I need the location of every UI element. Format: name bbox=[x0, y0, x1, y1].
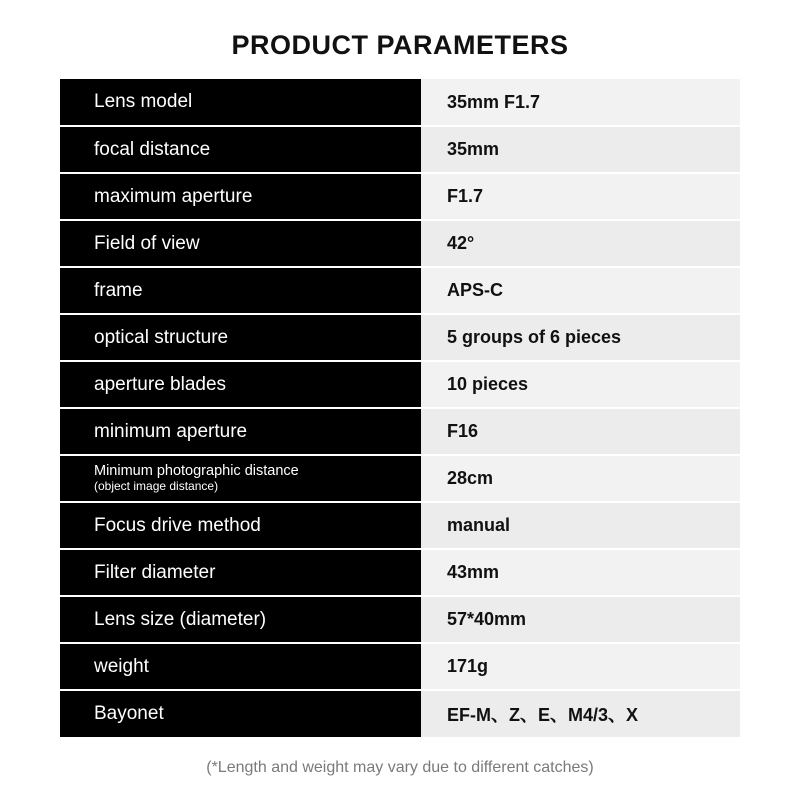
parameter-value: 43mm bbox=[421, 549, 740, 596]
parameter-label-sub: (object image distance) bbox=[94, 479, 219, 494]
parameter-label: Lens model bbox=[60, 79, 421, 126]
parameter-value: F16 bbox=[421, 408, 740, 455]
parameter-value: 42° bbox=[421, 220, 740, 267]
parameter-value: 35mm bbox=[421, 126, 740, 173]
table-row bbox=[60, 314, 740, 361]
parameter-value: F1.7 bbox=[421, 173, 740, 220]
parameter-value: 35mm F1.7 bbox=[421, 79, 740, 126]
parameter-label: frame bbox=[60, 267, 421, 314]
parameter-label bbox=[60, 455, 421, 502]
parameter-label: Field of view bbox=[60, 220, 421, 267]
table-row bbox=[60, 79, 740, 126]
parameter-value: 57*40mm bbox=[421, 596, 740, 643]
table-row bbox=[60, 690, 740, 737]
table-row bbox=[60, 126, 740, 173]
parameter-label: Focus drive method bbox=[60, 502, 421, 549]
parameter-value: 171g bbox=[421, 643, 740, 690]
parameter-label: weight bbox=[60, 643, 421, 690]
parameter-value: 10 pieces bbox=[421, 361, 740, 408]
table-row bbox=[60, 361, 740, 408]
table-row bbox=[60, 220, 740, 267]
table-row bbox=[60, 455, 740, 502]
table-row bbox=[60, 408, 740, 455]
footnote: (*Length and weight may vary due to different catches) bbox=[206, 759, 594, 776]
parameter-value: EF-M、Z、E、M4/3、X bbox=[421, 690, 740, 737]
parameter-label: aperture blades bbox=[60, 361, 421, 408]
parameter-label-main: Minimum photographic distance bbox=[94, 462, 299, 479]
table-row bbox=[60, 643, 740, 690]
page-title: PRODUCT PARAMETERS bbox=[231, 30, 569, 60]
parameter-value: 28cm bbox=[421, 455, 740, 502]
table-row bbox=[60, 502, 740, 549]
parameter-label: Lens size (diameter) bbox=[60, 596, 421, 643]
parameter-label: optical structure bbox=[60, 314, 421, 361]
parameter-label: maximum aperture bbox=[60, 173, 421, 220]
parameter-label: minimum aperture bbox=[60, 408, 421, 455]
parameters-table bbox=[60, 79, 740, 737]
table-row bbox=[60, 173, 740, 220]
table-row bbox=[60, 549, 740, 596]
parameters-table-body bbox=[60, 79, 740, 737]
parameter-value: APS-C bbox=[421, 267, 740, 314]
parameter-label: focal distance bbox=[60, 126, 421, 173]
parameter-value: 5 groups of 6 pieces bbox=[421, 314, 740, 361]
table-row bbox=[60, 267, 740, 314]
parameter-label: Bayonet bbox=[60, 690, 421, 737]
table-row bbox=[60, 596, 740, 643]
parameter-value: manual bbox=[421, 502, 740, 549]
parameter-label: Filter diameter bbox=[60, 549, 421, 596]
